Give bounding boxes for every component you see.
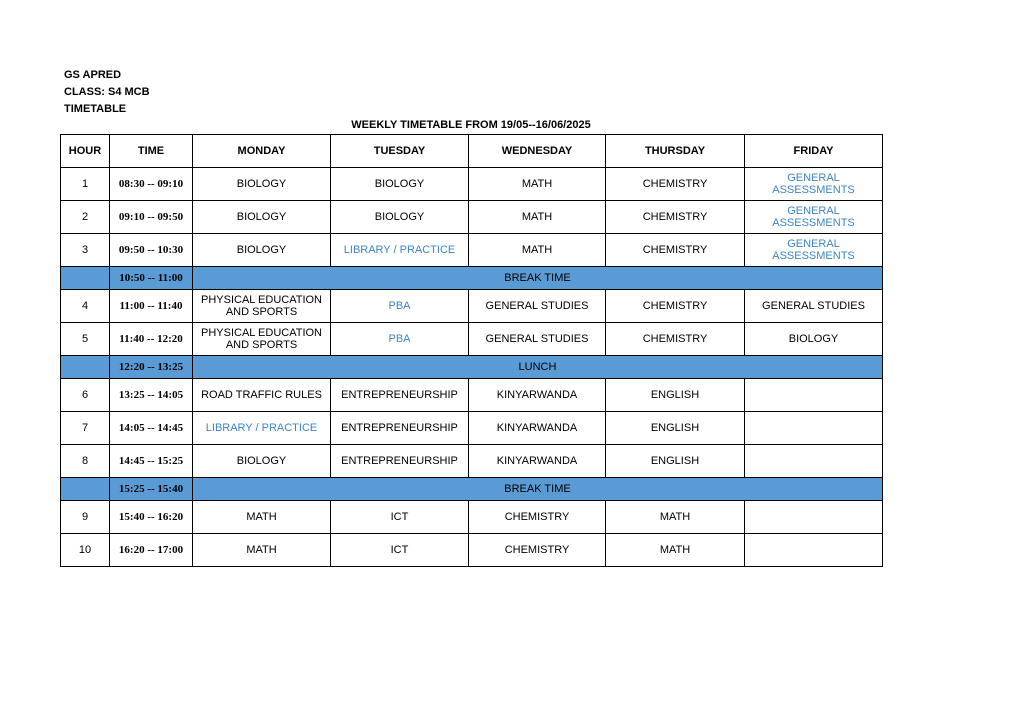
table-row bbox=[61, 379, 883, 412]
monday-cell: LIBRARY / PRACTICE bbox=[193, 412, 331, 445]
break-time-cell: 15:25 -- 15:40 bbox=[110, 478, 193, 501]
thursday-cell: CHEMISTRY bbox=[606, 201, 745, 234]
wednesday-cell: MATH bbox=[469, 168, 606, 201]
monday-cell: BIOLOGY bbox=[193, 201, 331, 234]
table-row bbox=[61, 168, 883, 201]
table-row bbox=[61, 323, 883, 356]
tuesday-cell: ENTREPRENEURSHIP bbox=[331, 445, 469, 478]
table-row bbox=[61, 534, 883, 567]
wednesday-cell: KINYARWANDA bbox=[469, 412, 606, 445]
break-time-cell: 12:20 -- 13:25 bbox=[110, 356, 193, 379]
table-row bbox=[61, 445, 883, 478]
column-header-thursday: THURSDAY bbox=[606, 135, 745, 168]
break-label: BREAK TIME bbox=[193, 267, 883, 290]
hour-cell bbox=[61, 267, 110, 290]
table-row bbox=[61, 412, 883, 445]
time-cell: 09:10 -- 09:50 bbox=[110, 201, 193, 234]
break-label: BREAK TIME bbox=[193, 478, 883, 501]
thursday-cell: MATH bbox=[606, 534, 745, 567]
time-cell: 14:45 -- 15:25 bbox=[110, 445, 193, 478]
tuesday-cell: ICT bbox=[331, 534, 469, 567]
wednesday-cell: CHEMISTRY bbox=[469, 501, 606, 534]
wednesday-cell: KINYARWANDA bbox=[469, 445, 606, 478]
time-cell: 14:05 -- 14:45 bbox=[110, 412, 193, 445]
thursday-cell: CHEMISTRY bbox=[606, 234, 745, 267]
thursday-cell: CHEMISTRY bbox=[606, 168, 745, 201]
tuesday-cell: BIOLOGY bbox=[331, 168, 469, 201]
wednesday-cell: MATH bbox=[469, 201, 606, 234]
hour-cell bbox=[61, 478, 110, 501]
header-row bbox=[61, 135, 883, 168]
break-label: LUNCH bbox=[193, 356, 883, 379]
time-cell: 16:20 -- 17:00 bbox=[110, 534, 193, 567]
friday-cell: GENERAL ASSESSMENTS bbox=[745, 168, 883, 201]
friday-cell bbox=[745, 501, 883, 534]
table-row bbox=[61, 201, 883, 234]
friday-cell bbox=[745, 534, 883, 567]
hour-cell: 3 bbox=[61, 234, 110, 267]
tuesday-cell: BIOLOGY bbox=[331, 201, 469, 234]
friday-cell: GENERAL ASSESSMENTS bbox=[745, 234, 883, 267]
friday-cell: GENERAL STUDIES bbox=[745, 290, 883, 323]
tuesday-cell: ENTREPRENEURSHIP bbox=[331, 379, 469, 412]
hour-cell: 9 bbox=[61, 501, 110, 534]
column-header-monday: MONDAY bbox=[193, 135, 331, 168]
table-row bbox=[61, 501, 883, 534]
friday-cell bbox=[745, 412, 883, 445]
hour-cell: 10 bbox=[61, 534, 110, 567]
monday-cell: BIOLOGY bbox=[193, 234, 331, 267]
wednesday-cell: MATH bbox=[469, 234, 606, 267]
time-cell: 13:25 -- 14:05 bbox=[110, 379, 193, 412]
friday-cell: GENERAL ASSESSMENTS bbox=[745, 201, 883, 234]
class-label: CLASS: S4 MCB bbox=[64, 86, 150, 98]
column-header-friday: FRIDAY bbox=[745, 135, 883, 168]
tuesday-cell: PBA bbox=[331, 323, 469, 356]
hour-cell bbox=[61, 356, 110, 379]
school-name: GS APRED bbox=[64, 69, 122, 81]
wednesday-cell: CHEMISTRY bbox=[469, 534, 606, 567]
timetable-title: WEEKLY TIMETABLE FROM 19/05--16/06/2025 bbox=[351, 119, 591, 131]
hour-cell: 5 bbox=[61, 323, 110, 356]
monday-cell: MATH bbox=[193, 501, 331, 534]
hour-cell: 7 bbox=[61, 412, 110, 445]
document-type: TIMETABLE bbox=[64, 103, 127, 115]
wednesday-cell: GENERAL STUDIES bbox=[469, 290, 606, 323]
tuesday-cell: PBA bbox=[331, 290, 469, 323]
wednesday-cell: GENERAL STUDIES bbox=[469, 323, 606, 356]
hour-cell: 6 bbox=[61, 379, 110, 412]
friday-cell: BIOLOGY bbox=[745, 323, 883, 356]
thursday-cell: CHEMISTRY bbox=[606, 323, 745, 356]
tuesday-cell: ENTREPRENEURSHIP bbox=[331, 412, 469, 445]
timetable-table bbox=[60, 134, 883, 567]
hour-cell: 2 bbox=[61, 201, 110, 234]
monday-cell: BIOLOGY bbox=[193, 445, 331, 478]
break-row bbox=[61, 267, 883, 290]
document-header bbox=[64, 67, 150, 118]
monday-cell: PHYSICAL EDUCATION AND SPORTS bbox=[193, 290, 331, 323]
time-cell: 15:40 -- 16:20 bbox=[110, 501, 193, 534]
column-header-tuesday: TUESDAY bbox=[331, 135, 469, 168]
hour-cell: 8 bbox=[61, 445, 110, 478]
thursday-cell: ENGLISH bbox=[606, 445, 745, 478]
time-cell: 11:40 -- 12:20 bbox=[110, 323, 193, 356]
thursday-cell: MATH bbox=[606, 501, 745, 534]
monday-cell: PHYSICAL EDUCATION AND SPORTS bbox=[193, 323, 331, 356]
time-cell: 08:30 -- 09:10 bbox=[110, 168, 193, 201]
time-cell: 09:50 -- 10:30 bbox=[110, 234, 193, 267]
table-row bbox=[61, 290, 883, 323]
table-row bbox=[61, 234, 883, 267]
monday-cell: ROAD TRAFFIC RULES bbox=[193, 379, 331, 412]
monday-cell: BIOLOGY bbox=[193, 168, 331, 201]
hour-cell: 4 bbox=[61, 290, 110, 323]
thursday-cell: ENGLISH bbox=[606, 379, 745, 412]
column-header-time: TIME bbox=[110, 135, 193, 168]
hour-cell: 1 bbox=[61, 168, 110, 201]
break-row bbox=[61, 478, 883, 501]
friday-cell bbox=[745, 379, 883, 412]
break-time-cell: 10:50 -- 11:00 bbox=[110, 267, 193, 290]
monday-cell: MATH bbox=[193, 534, 331, 567]
time-cell: 11:00 -- 11:40 bbox=[110, 290, 193, 323]
tuesday-cell: ICT bbox=[331, 501, 469, 534]
thursday-cell: ENGLISH bbox=[606, 412, 745, 445]
wednesday-cell: KINYARWANDA bbox=[469, 379, 606, 412]
column-header-hour: HOUR bbox=[61, 135, 110, 168]
lunch-row bbox=[61, 356, 883, 379]
tuesday-cell: LIBRARY / PRACTICE bbox=[331, 234, 469, 267]
friday-cell bbox=[745, 445, 883, 478]
thursday-cell: CHEMISTRY bbox=[606, 290, 745, 323]
column-header-wednesday: WEDNESDAY bbox=[469, 135, 606, 168]
